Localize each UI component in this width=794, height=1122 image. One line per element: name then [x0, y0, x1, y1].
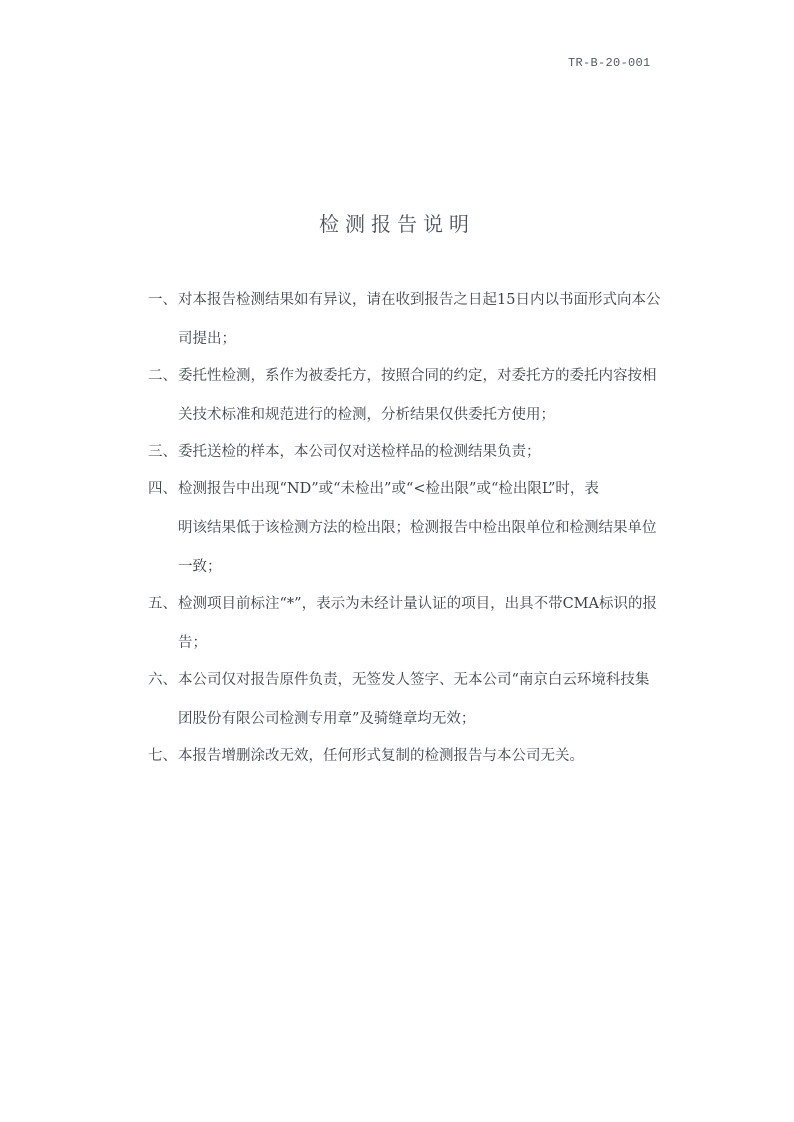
clause-item	[148, 358, 696, 434]
clause-line: 检测报告中出现“ND”或“未检出”或“<检出限”或“检出限L”时，表	[178, 481, 599, 497]
clause-number: 四、	[148, 481, 177, 497]
clause-line: 关技术标准和规范进行的检测，分析结果仅供委托方使用；	[178, 407, 555, 423]
clause-number: 三、	[148, 444, 177, 460]
clause-item	[148, 662, 696, 738]
clause-text	[178, 738, 696, 775]
clause-line: 委托性检测，系作为被委托方，按照合同的约定，对委托方的委托内容按相	[178, 368, 657, 384]
page-title: 检测报告说明	[319, 212, 475, 236]
clause-item	[148, 282, 696, 358]
clause-number: 五、	[148, 596, 177, 612]
clause-text	[178, 434, 696, 471]
clause-text	[178, 471, 696, 586]
clause-line: 对本报告检测结果如有异议，请在收到报告之日起15日内以书面形式向本公	[178, 292, 661, 308]
clause-line: 检测项目前标注“*”，表示为未经计量认证的项目，出具不带CMA标识的报	[178, 596, 657, 612]
clause-item	[148, 471, 696, 586]
clause-number: 一、	[148, 292, 177, 308]
clause-text	[178, 358, 696, 434]
clause-line: 司提出；	[178, 331, 236, 347]
clause-item	[148, 586, 696, 662]
clause-list	[148, 282, 696, 775]
document-code: TR-B-20-001	[568, 56, 651, 70]
clause-line: 告；	[178, 635, 207, 651]
clause-number: 六、	[148, 672, 177, 688]
clause-line: 一致；	[178, 559, 222, 575]
clause-item	[148, 738, 696, 775]
clause-line: 团股份有限公司检测专用章”及骑缝章均无效；	[178, 711, 476, 727]
clause-text	[178, 282, 696, 358]
clause-text	[178, 662, 696, 738]
clause-line: 明该结果低于该检测方法的检出限；检测报告中检出限单位和检测结果单位	[178, 520, 657, 536]
clause-line: 本公司仅对报告原件负责，无签发人签字、无本公司“南京白云环境科技集	[178, 672, 650, 688]
clause-text	[178, 586, 696, 662]
clause-number: 七、	[148, 748, 177, 764]
clause-item	[148, 434, 696, 471]
clause-number: 二、	[148, 368, 177, 384]
clause-line: 委托送检的样本，本公司仅对送检样品的检测结果负责；	[178, 444, 541, 460]
clause-line: 本报告增删涂改无效，任何形式复制的检测报告与本公司无关。	[178, 748, 584, 764]
